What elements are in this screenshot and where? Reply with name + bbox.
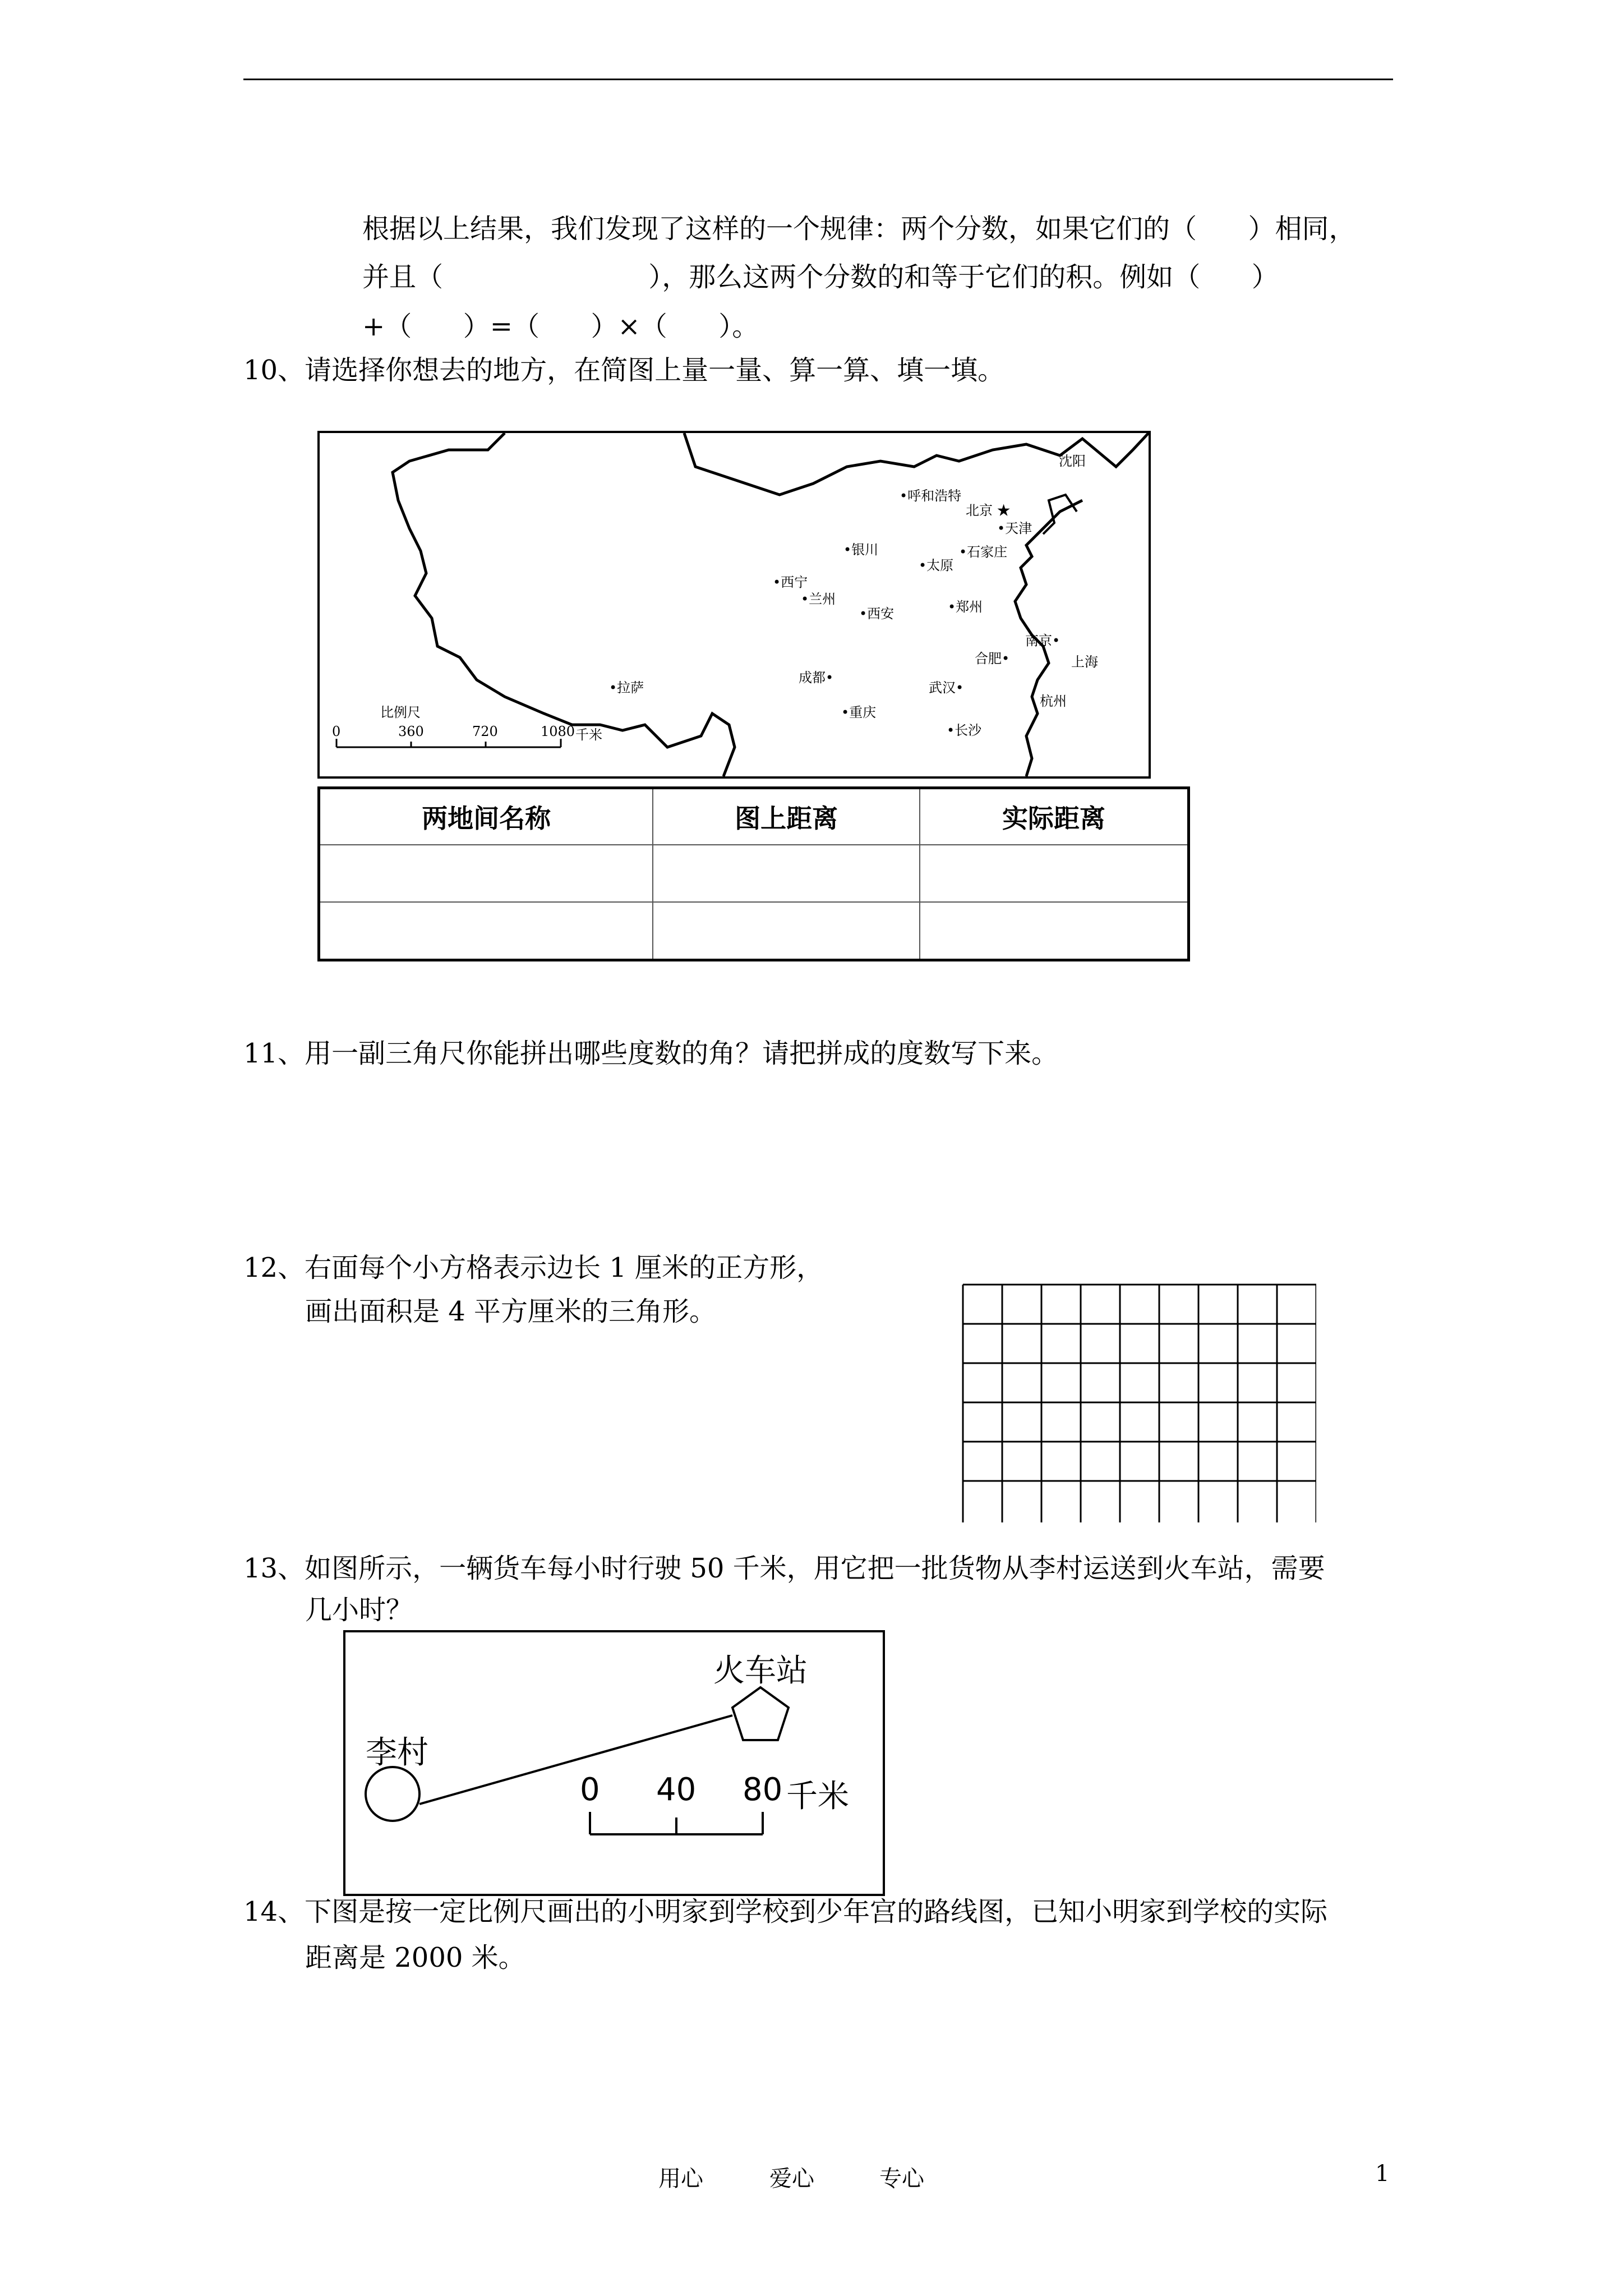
q12-line-2: 画出面积是 4 平方厘米的三角形。 (305, 1296, 717, 1327)
table-cell[interactable] (920, 845, 1188, 902)
city-nanjing: 南京• (1025, 633, 1061, 648)
table-cell[interactable] (653, 845, 920, 902)
table-cell[interactable] (920, 902, 1188, 960)
city-lanzhou: •兰州 (801, 591, 836, 607)
city-chongqing: •重庆 (841, 705, 877, 720)
q9-line-3: +（ ）=（ ）×（ ）。 (362, 311, 759, 342)
city-wuhan: 武汉• (929, 680, 964, 696)
table-cell[interactable] (319, 902, 653, 960)
city-chengdu: 成都• (799, 670, 834, 685)
city-shanghai: 上海 (1071, 654, 1098, 670)
scale-label: 比例尺 (380, 705, 421, 720)
distance-table (317, 786, 1190, 961)
q10-title: 10、请选择你想去的地方，在简图上量一量、算一算、填一填。 (243, 355, 1005, 386)
station-label: 火车站 (713, 1653, 808, 1689)
scale-tick-0: 0 (332, 724, 341, 739)
table-cell[interactable] (319, 845, 653, 902)
q9-line-2: 并且（ ），那么这两个分数的和等于它们的积。例如（ ） (362, 261, 1279, 293)
footer-item: 用心 (658, 2166, 703, 2192)
city-lhasa: •拉萨 (609, 680, 644, 696)
city-xining: •西宁 (773, 574, 808, 590)
q13-scale-80: 80 (743, 1772, 783, 1808)
table-header: 实际距离 (920, 788, 1188, 845)
city-shijiazhuang: •石家庄 (959, 544, 1008, 560)
q12-line-1: 12、右面每个小方格表示边长 1 厘米的正方形， (243, 1252, 824, 1283)
city-shenyang: 沈阳 (1059, 453, 1086, 469)
footer-item: 爱心 (769, 2166, 814, 2192)
china-map (317, 431, 1151, 779)
footer-item: 专心 (879, 2166, 924, 2192)
q11-title: 11、用一副三角尺你能拼出哪些度数的角？请把拼成的度数写下来。 (243, 1038, 1059, 1069)
q13-scale-unit: 千米 (786, 1778, 849, 1815)
table-row (319, 845, 1189, 902)
village-label: 李村 (366, 1734, 428, 1771)
page-number: 1 (1375, 2161, 1390, 2187)
header-rule (243, 79, 1393, 80)
table-header: 图上距离 (653, 788, 920, 845)
q14-line-1: 14、下图是按一定比例尺画出的小明家到学校到少年宫的路线图，已知小明家到学校的实际 (243, 1896, 1328, 1927)
table-header: 两地间名称 (319, 788, 653, 845)
city-changsha: •长沙 (947, 723, 982, 738)
square-grid[interactable] (962, 1283, 1316, 1527)
scale-tick-360: 360 (398, 724, 424, 739)
route-figure (343, 1630, 885, 1896)
table-cell[interactable] (653, 902, 920, 960)
q13-scale-40: 40 (656, 1772, 697, 1808)
q13-scale-0: 0 (580, 1772, 600, 1808)
map-bay (1043, 495, 1077, 534)
scale-tick-720: 720 (472, 724, 498, 739)
q13-scale-bar (590, 1812, 763, 1834)
station-pentagon (732, 1687, 789, 1740)
city-xian: •西安 (859, 606, 895, 622)
city-hefei: 合肥• (975, 651, 1010, 666)
city-taiyuan: •太原 (919, 558, 954, 573)
q14-line-2: 距离是 2000 米。 (305, 1942, 525, 1973)
scale-tick-1080: 1080 (541, 724, 575, 739)
q13-line-2: 几小时？ (305, 1594, 413, 1626)
city-hohhot: •呼和浩特 (900, 488, 962, 504)
scale-unit: 千米 (575, 727, 602, 743)
q9-line-1: 根据以上结果，我们发现了这样的一个规律：两个分数，如果它们的（ ）相同， (362, 213, 1356, 245)
city-tianjin: •天津 (997, 521, 1032, 536)
scale-bar (336, 739, 561, 747)
city-zhengzhou: •郑州 (948, 599, 983, 615)
city-yinchuan: •银川 (843, 542, 879, 558)
city-beijing: 北京 ★ (966, 503, 1011, 518)
village-circle (366, 1767, 419, 1821)
q13-line-1: 13、如图所示，一辆货车每小时行驶 50 千米，用它把一批货物从李村运送到火车站，需要 (243, 1553, 1325, 1584)
city-hangzhou: 杭州 (1040, 693, 1067, 709)
table-row (319, 902, 1189, 960)
